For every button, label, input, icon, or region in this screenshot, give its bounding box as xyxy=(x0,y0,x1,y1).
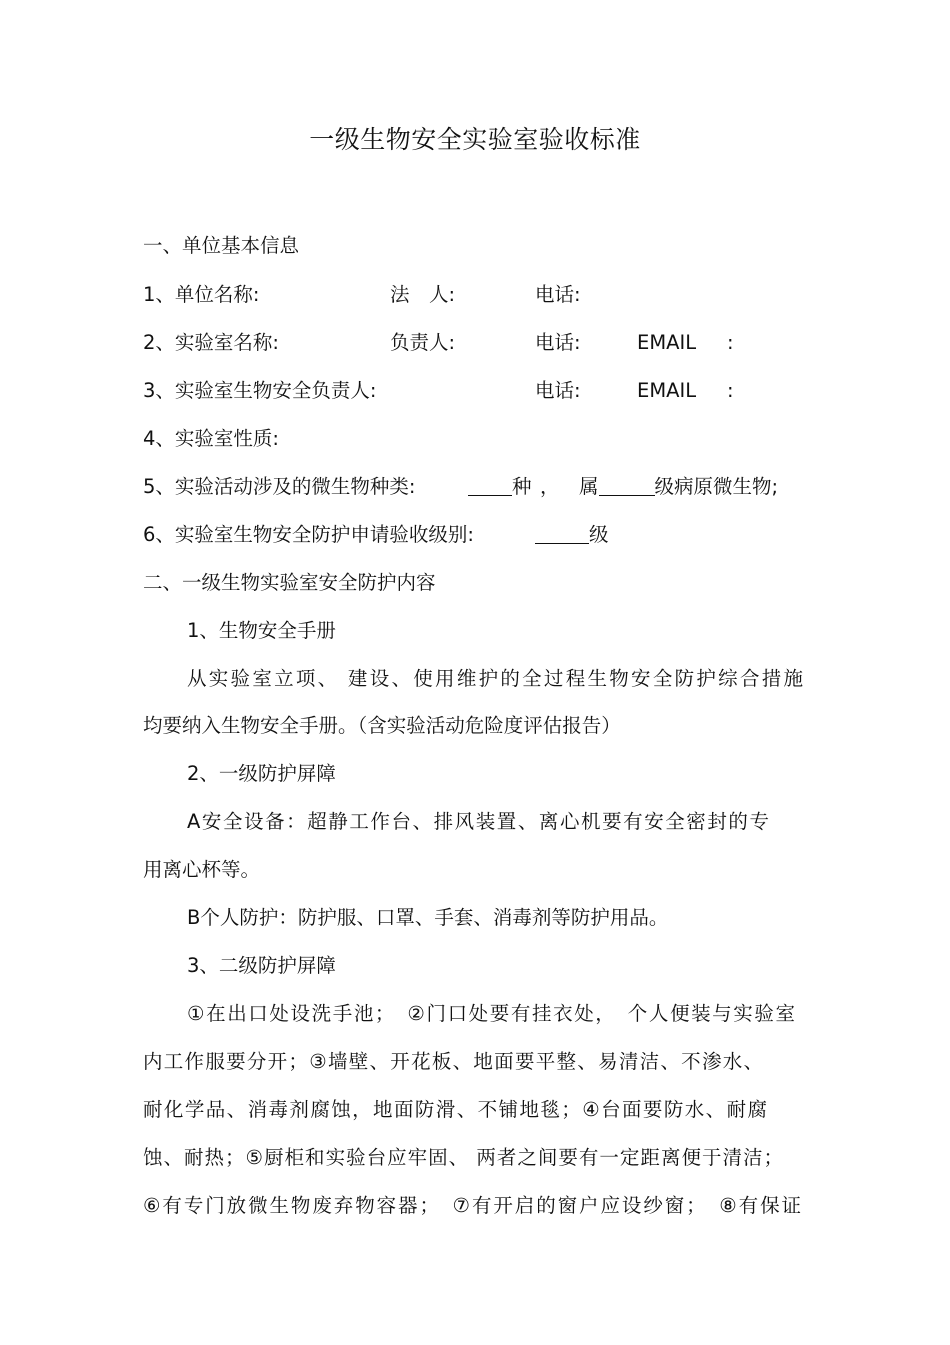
phone-label-row3: 电话: xyxy=(535,379,581,402)
kind-blank xyxy=(468,473,512,496)
email-colon-row2: : xyxy=(727,331,734,354)
item2-b-line: B个人防护：防护服、口罩、手套、消毒剂等防护用品。 xyxy=(187,906,669,929)
item3-line2: 内工作服要分开；③墙壁、开花板、地面要平整、易清洁、不渗水、 xyxy=(143,1050,763,1073)
section1-heading: 一、单位基本信息 xyxy=(143,234,300,257)
lab-nature-label: 4、实验室性质: xyxy=(143,427,279,450)
row5-comma: ， xyxy=(540,475,560,498)
item2-a-line2: 用离心杯等。 xyxy=(143,858,261,881)
genus-blank xyxy=(599,473,655,496)
microbe-genus-field xyxy=(579,473,778,501)
legal-person-label: 法 人: xyxy=(390,283,456,306)
email-colon-row3: : xyxy=(727,379,734,402)
apply-level-field xyxy=(535,521,609,549)
item1-para-line2: 均要纳入生物安全手册。（含实验活动危险度评估报告） xyxy=(143,714,621,737)
head-person-label: 负责人: xyxy=(390,331,456,354)
item3-heading: 3、二级防护屏障 xyxy=(187,954,336,977)
page-title: 一级生物安全实验室验收标准 xyxy=(309,125,641,154)
biosafety-officer-label: 3、实验室生物安全负责人: xyxy=(143,379,377,402)
phone-label-row1: 电话: xyxy=(535,283,581,306)
genus-prefix: 属 xyxy=(579,475,599,498)
item1-heading: 1、生物安全手册 xyxy=(187,619,336,642)
unit-name-label: 1、单位名称: xyxy=(143,283,260,306)
item3-line5: ⑥有专门放微生物废弃物容器； ⑦有开启的窗户应设纱窗； ⑧有保证 xyxy=(143,1194,801,1217)
phone-label-row2: 电话: xyxy=(535,331,581,354)
kind-suffix: 种 xyxy=(512,475,532,498)
item3-line1: ①在出口处设洗手池； ②门口处要有挂衣处， 个人便装与实验室 xyxy=(187,1002,795,1025)
item2-a-line1: A安全设备：超静工作台、排风装置、离心机要有安全密封的专 xyxy=(187,810,769,833)
level-suffix-row6: 级 xyxy=(589,523,609,546)
level-suffix: 级病原微生物; xyxy=(654,475,779,498)
apply-level-label: 6、实验室生物安全防护申请验收级别: xyxy=(143,523,474,546)
lab-name-label: 2、实验室名称: xyxy=(143,331,279,354)
unit-name-row xyxy=(143,281,259,309)
item3-line4: 蚀、耐热；⑤厨柜和实验台应牢固、 两者之间要有一定距离便于清洁； xyxy=(143,1146,783,1169)
microbe-types-label: 5、实验活动涉及的微生物种类: xyxy=(143,475,416,498)
item2-heading: 2、一级防护屏障 xyxy=(187,762,336,785)
email-label-row3: EMAIL xyxy=(637,379,697,402)
microbe-kind-field xyxy=(468,473,532,501)
section2-heading: 二、一级生物实验室安全防护内容 xyxy=(143,571,436,594)
email-label-row2: EMAIL xyxy=(637,331,697,354)
level-blank xyxy=(535,521,589,544)
item1-para-line1: 从实验室立项、 建设、使用维护的全过程生物安全防护综合措施 xyxy=(187,667,803,690)
item3-line3: 耐化学品、消毒剂腐蚀，地面防滑、不铺地毯；④台面要防水、耐腐 xyxy=(143,1098,767,1121)
